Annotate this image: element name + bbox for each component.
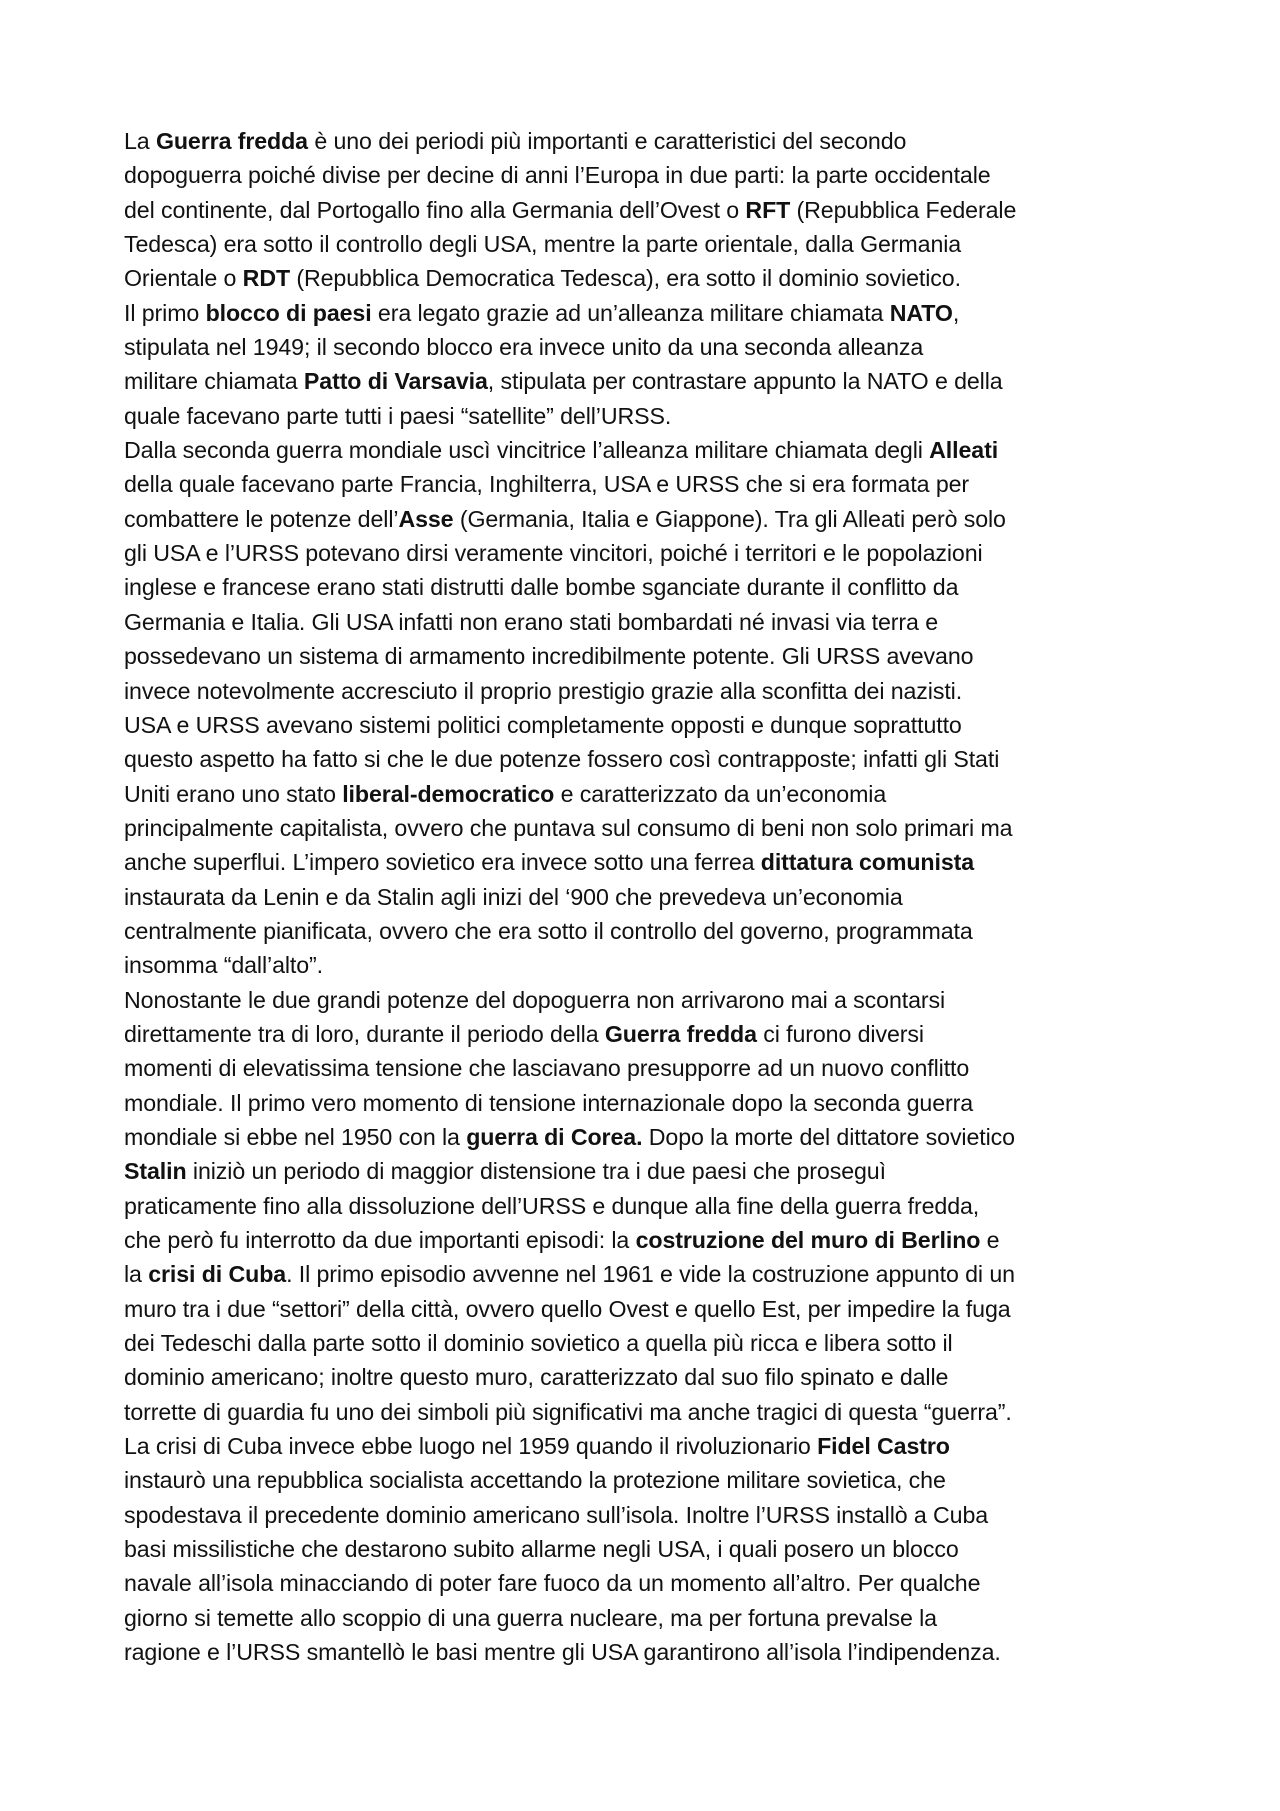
bold-term: Guerra fredda (155, 128, 308, 154)
text-line (124, 1154, 1174, 1188)
text-line (124, 227, 1174, 261)
text-run: momenti di elevatissima tensione che lasciavano presupporre ad un nuovo conflitto (124, 1055, 970, 1082)
text-run: (Repubblica Democratica Tedesca), era sotto il dominio sovietico. (290, 265, 961, 292)
text-line (124, 158, 1174, 192)
text-line (124, 1601, 1174, 1635)
text-line (124, 1051, 1174, 1085)
text-line (124, 502, 1174, 536)
bold-term: RDT (242, 265, 291, 292)
text-run: La crisi di Cuba invece ebbe luogo nel 1959 quando il rivoluzionario (124, 1433, 818, 1460)
text-run: praticamente fino alla dissoluzione dell’URSS e dunque alla fine della guerra fredda, (124, 1192, 980, 1219)
text-line (124, 536, 1174, 570)
bold-term: dittatura comunista (760, 849, 975, 876)
text-run: (Repubblica Federale (790, 196, 1017, 223)
bold-term: crisi di Cuba (148, 1261, 287, 1288)
text-run: dei Tedeschi dalla parte sotto il dominio sovietico a quella più ricca e libera sotto il (124, 1330, 953, 1357)
text-run: la (124, 1261, 149, 1288)
text-line (124, 570, 1174, 604)
text-run: anche superflui. L’impero sovietico era invece sotto una ferrea (124, 849, 761, 876)
text-run: Germania e Italia. Gli USA infatti non erano stati bombardati né invasi via terra e (124, 608, 938, 635)
text-run: ci furono diversi (756, 1020, 924, 1047)
text-run: e (980, 1227, 1000, 1253)
text-run: del continente, dal Portogallo fino alla Germania dell’Ovest o (124, 196, 746, 223)
text-run: inglese e francese erano stati distrutti dalle bombe sganciate durante il conflitto da (124, 574, 959, 601)
text-run: combattere le potenze dell’ (124, 505, 399, 532)
text-run: ragione e l’URSS smantellò le basi mentre gli USA garantirono all’isola l’indipendenza. (124, 1639, 1001, 1666)
text-run: instaurata da Lenin e da Stalin agli inizi del ‘900 che prevedeva un’economia (124, 883, 903, 910)
text-run: dopoguerra poiché divise per decine di anni l’Europa in due parti: la parte occidentale (124, 162, 991, 189)
document-page (124, 124, 1174, 1669)
text-line (124, 639, 1174, 673)
text-line (124, 296, 1174, 330)
text-line (124, 777, 1174, 811)
text-run: . Il primo episodio avvenne nel 1961 e vide la costruzione appunto di un (286, 1261, 1015, 1288)
text-line (124, 845, 1174, 879)
bold-term: liberal-democratico (342, 780, 555, 807)
text-run: direttamente tra di loro, durante il periodo della (124, 1020, 605, 1047)
text-run: gli USA e l’URSS potevano dirsi veramente vincitori, poiché i territori e le popolazioni (124, 540, 983, 567)
text-run: era legato grazie ad un’alleanza militare chiamata (371, 299, 890, 326)
text-line (124, 708, 1174, 742)
text-run: La (124, 128, 156, 154)
text-line (124, 742, 1174, 776)
text-run: quale facevano parte tutti i paesi “satellite” dell’URSS. (124, 402, 672, 429)
text-line (124, 330, 1174, 364)
text-run: che però fu interrotto da due importanti episodi: la (124, 1227, 636, 1253)
text-line (124, 1257, 1174, 1291)
text-line (124, 1189, 1174, 1223)
text-run: militare chiamata (124, 368, 304, 395)
text-run: Dopo la morte del dittatore sovietico (642, 1123, 1015, 1150)
text-line (124, 880, 1174, 914)
text-run: giorno si temette allo scoppio di una guerra nucleare, ma per fortuna prevalse la (124, 1604, 937, 1631)
text-run: della quale facevano parte Francia, Inghilterra, USA e URSS che si era formata per (124, 471, 970, 498)
text-line (124, 605, 1174, 639)
text-run: instaurò una repubblica socialista accettando la protezione militare sovietica, che (124, 1467, 946, 1494)
text-run: invece notevolmente accresciuto il proprio prestigio grazie alla sconfitta dei nazisti. (124, 677, 963, 704)
text-run: questo aspetto ha fatto si che le due potenze fossero così contrapposte; infatti gli Stati (124, 746, 1000, 773)
text-run: e caratterizzato da un’economia (554, 780, 887, 807)
text-run: , stipulata per contrastare appunto la NATO e della (487, 368, 1003, 395)
text-line (124, 1086, 1174, 1120)
text-run: navale all’isola minacciando di poter fare fuoco da un momento all’altro. Per qualche (124, 1570, 981, 1597)
text-line (124, 1532, 1174, 1566)
text-run: mondiale si ebbe nel 1950 con la (124, 1123, 467, 1150)
text-line (124, 124, 1174, 158)
text-line (124, 914, 1174, 948)
text-line (124, 983, 1174, 1017)
text-run: mondiale. Il primo vero momento di tensione internazionale dopo la seconda guerra (124, 1089, 974, 1116)
text-run: è uno dei periodi più importanti e caratteristici del secondo (307, 128, 907, 154)
bold-term: Stalin (124, 1158, 187, 1185)
text-run: Orientale o (124, 265, 243, 292)
text-run: torrette di guardia fu uno dei simboli più significativi ma anche tragici di questa “guerra”. (124, 1398, 1012, 1425)
text-run: spodestava il precedente dominio americano sull’isola. Inoltre l’URSS installò a Cuba (124, 1501, 989, 1528)
document-body (124, 124, 1174, 1669)
text-line (124, 1360, 1174, 1394)
text-run: principalmente capitalista, ovvero che puntava sul consumo di beni non solo primari ma (124, 814, 1013, 841)
text-line (124, 261, 1174, 295)
text-run: dominio americano; inoltre questo muro, caratterizzato dal suo filo spinato e dalle (124, 1364, 949, 1391)
text-line (124, 193, 1174, 227)
text-line (124, 1635, 1174, 1669)
text-run: Dalla seconda guerra mondiale uscì vincitrice l’alleanza militare chiamata degli (124, 437, 930, 464)
bold-term: Alleati (929, 437, 999, 464)
text-run: Nonostante le due grandi potenze del dopoguerra non arrivarono mai a scontarsi (124, 986, 946, 1013)
text-run: Uniti erano uno stato (124, 780, 343, 807)
text-line (124, 1120, 1174, 1154)
text-run: (Germania, Italia e Giappone). Tra gli Alleati però solo (453, 505, 1006, 532)
bold-term: Patto di Varsavia (303, 368, 488, 395)
bold-term: RFT (745, 196, 791, 223)
text-line (124, 811, 1174, 845)
text-line (124, 433, 1174, 467)
text-run: iniziò un periodo di maggior distensione tra i due paesi che proseguì (186, 1158, 886, 1185)
text-line (124, 364, 1174, 398)
bold-term: costruzione del muro di Berlino (635, 1227, 981, 1253)
text-run: stipulata nel 1949; il secondo blocco era invece unito da una seconda alleanza (124, 334, 924, 361)
text-run: Il primo (124, 299, 206, 326)
bold-term: NATO (889, 299, 953, 326)
text-line (124, 1395, 1174, 1429)
text-run: Tedesca) era sotto il controllo degli USA, mentre la parte orientale, dalla Germania (124, 231, 962, 258)
text-run: basi missilistiche che destarono subito allarme negli USA, i quali posero un blocco (124, 1536, 959, 1563)
text-line (124, 1463, 1174, 1497)
text-line (124, 467, 1174, 501)
text-line (124, 1017, 1174, 1051)
text-line (124, 1292, 1174, 1326)
bold-term: blocco di paesi (205, 299, 372, 326)
text-line (124, 674, 1174, 708)
text-line (124, 1498, 1174, 1532)
bold-term: Fidel Castro (817, 1433, 950, 1460)
bold-term: Asse (398, 505, 454, 532)
text-run: insomma “dall’alto”. (124, 952, 324, 979)
text-line (124, 1326, 1174, 1360)
text-line (124, 399, 1174, 433)
text-line (124, 1566, 1174, 1600)
text-run: possedevano un sistema di armamento incredibilmente potente. Gli URSS avevano (124, 643, 974, 670)
text-line (124, 1429, 1174, 1463)
text-run: , (952, 299, 960, 326)
text-line (124, 1223, 1174, 1257)
text-run: centralmente pianificata, ovvero che era sotto il controllo del governo, programmata (124, 917, 973, 944)
bold-term: Guerra fredda (604, 1020, 757, 1047)
text-run: muro tra i due “settori” della città, ovvero quello Ovest e quello Est, per impedire la fuga (124, 1295, 1011, 1322)
text-run: USA e URSS avevano sistemi politici completamente opposti e dunque soprattutto (124, 711, 962, 738)
text-line (124, 948, 1174, 982)
bold-term: guerra di Corea. (466, 1123, 643, 1150)
